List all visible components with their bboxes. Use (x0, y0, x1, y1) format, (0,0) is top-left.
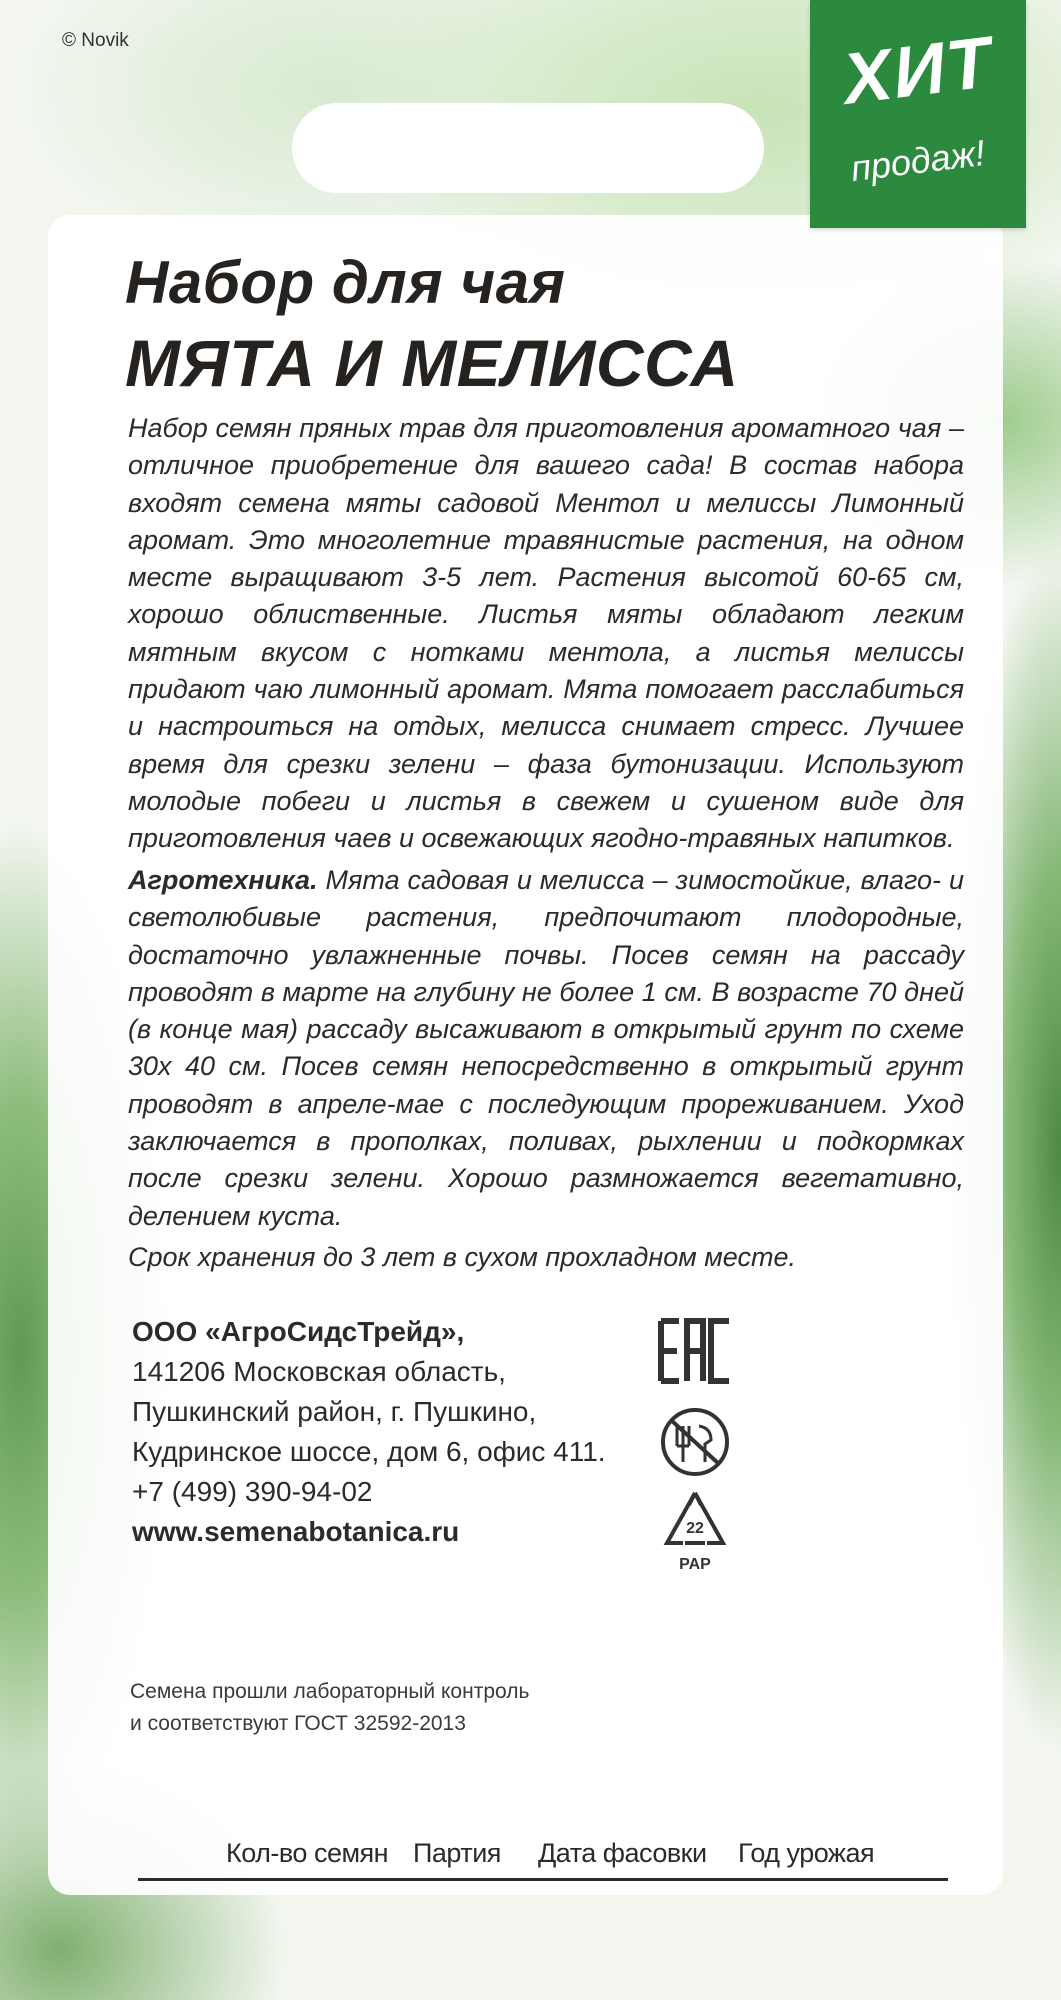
title-line2: МЯТА И МЕЛИССА (125, 326, 739, 400)
company-address-1: 141206 Московская область, (132, 1356, 506, 1387)
company-address-3: Кудринское шоссе, дом 6, офис 411. (132, 1436, 606, 1467)
recycle-code: PAP (679, 1556, 711, 1573)
field-batch: Партия (413, 1838, 501, 1868)
lab-note-line2: и соответствуют ГОСТ 32592-2013 (130, 1712, 466, 1735)
packing-fields (138, 1838, 948, 1881)
agrotechnics (128, 862, 964, 1235)
bestseller-badge (810, 0, 1026, 228)
recycle-number: 22 (686, 1520, 704, 1537)
field-seed-count: Кол-во семян (226, 1838, 389, 1868)
lab-note-line1: Семена прошли лабораторный контроль (130, 1680, 530, 1703)
company-address-2: Пушкинский район, г. Пушкино, (132, 1396, 537, 1427)
hang-slot (292, 103, 764, 193)
not-food-contact-icon (655, 1404, 735, 1480)
certification-marks (655, 1315, 735, 1582)
description: Набор семян пряных трав для приготовления ароматного чая – отличное приобретение для вашего сада! В состав набора входят семена мяты садовой Ментол и мелиссы Лимонный аромат. Это многолетние травянистые растения, на одном месте выращивают 3-5 лет. Растения высотой 60-65 см, хорошо облиственные. Листья мяты обладают легким мятным вкусом с нотками ментола, а листья мелиссы придают чаю лимонный аромат. Мята помогает расслабиться и настроиться на отдых, мелисса снимает стресс. Лучшее время для срезки зелени – фаза бутонизации. Используют молодые побеги и листья в свежем и сушеном виде для приготовления чаев и освежающих ягодно-травяных напитков. (128, 413, 964, 854)
company-name: ООО «АгроСидсТрейд», (132, 1316, 465, 1347)
storage-note: Срок хранения до 3 лет в сухом прохладном месте. (128, 1242, 796, 1272)
company-info (132, 1312, 606, 1552)
company-website: www.semenabotanica.ru (132, 1516, 460, 1547)
lab-control-note (130, 1676, 529, 1740)
agrotechnics-text: Мята садовая и мелисса – зимостойкие, влаго- и светолюбивые растения, предпочитают плодородные, достаточно увлажненные почвы. Посев семян на рассаду проводят в марте на глубину не более 1 см. В возрасте 70 дней (в конце мая) рассаду высаживают в открытый грунт по схеме 30х 40 см. Посев семян непосредственно в открытый грунт проводят в апреле-мае с последующим прореживанием. Уход заключается в прополках, поливах, рыхлении и подкормках после срезки зелени. Хорошо размножается вегетативно, делением куста. (128, 865, 964, 1231)
company-phone: +7 (499) 390-94-02 (132, 1476, 373, 1507)
field-harvest-year: Год урожая (738, 1838, 875, 1868)
copyright: © Novik (62, 30, 129, 51)
badge-line2: продаж! (848, 131, 988, 190)
field-pack-date: Дата фасовки (538, 1838, 707, 1868)
badge-line1: ХИТ (838, 22, 998, 120)
recycle-icon (655, 1487, 735, 1577)
agrotechnics-label: Агротехника. (128, 865, 318, 895)
title-line1: Набор для чая (125, 249, 566, 316)
eac-mark-icon (655, 1315, 735, 1395)
